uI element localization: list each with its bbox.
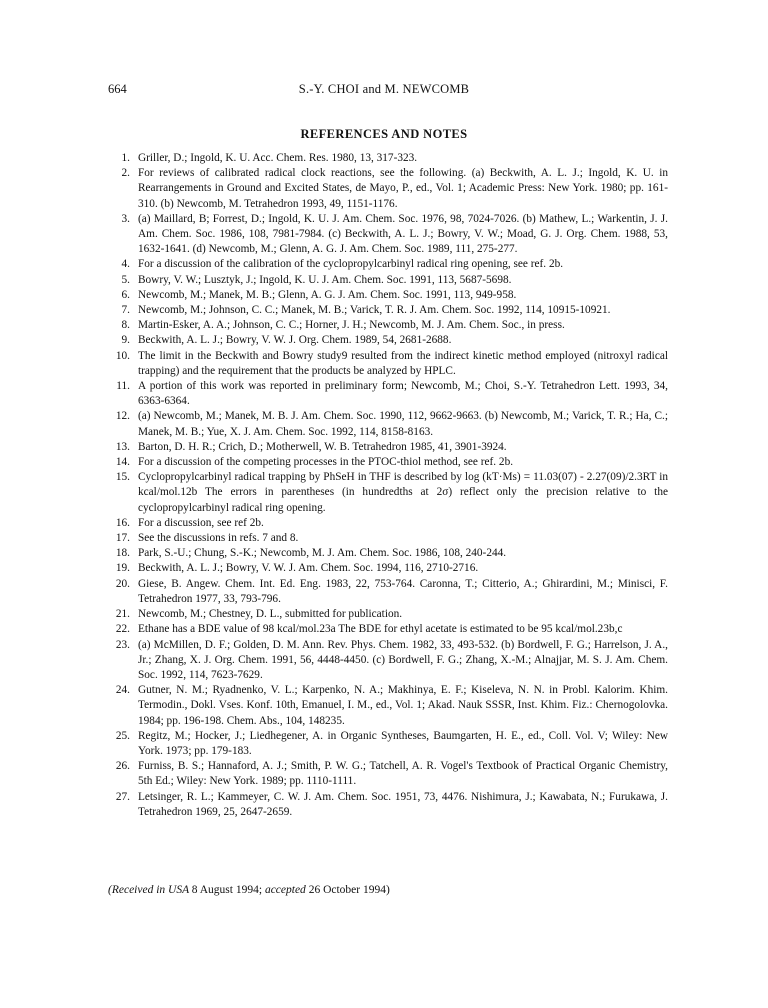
reference-number: 26. bbox=[115, 760, 130, 773]
reference-list bbox=[108, 151, 668, 820]
reference-text: For a discussion of the competing processes in the PTOC-thiol method, see ref. 2b. bbox=[138, 456, 514, 469]
reference-text: Newcomb, M.; Manek, M. B.; Glenn, A. G. J. Am. Chem. Soc. 1991, 113, 949-958. bbox=[138, 288, 517, 301]
reference-text: Giese, B. Angew. Chem. Int. Ed. Eng. 1983, 22, 753-764. Caronna, T.; Citterio, A.; Ghirardini, M.; Minisci, F. Tetrahedron 1977, 33, 793-796. bbox=[138, 577, 668, 605]
reference-item bbox=[108, 683, 668, 729]
reference-number: 18. bbox=[115, 547, 130, 560]
reference-text: Martin-Esker, A. A.; Johnson, C. C.; Horner, J. H.; Newcomb, M. J. Am. Chem. Soc., in press. bbox=[138, 319, 565, 332]
received-label: (Received in USA bbox=[108, 884, 189, 896]
reference-number: 7. bbox=[121, 304, 130, 317]
reference-item bbox=[108, 440, 668, 455]
reference-item bbox=[108, 622, 668, 637]
reference-text: Letsinger, R. L.; Kammeyer, C. W. J. Am. Chem. Soc. 1951, 73, 4476. Nishimura, J.; Kawabata, N.; Furukawa, J. Tetrahedron 1969, 25, 2647-2659. bbox=[138, 790, 668, 818]
reference-number: 15. bbox=[115, 471, 130, 484]
reference-text: Cyclopropylcarbinyl radical trapping by PhSeH in THF is described by log (kT·Ms) = 11.03(07) - 2.27(09)/2.3RT in kcal/mol.12b The errors in parentheses (in hundredths at 2σ) reflect only the precision relative to the cyclopropylcarbinyl radical ring opening. bbox=[138, 471, 668, 514]
reference-item bbox=[108, 257, 668, 272]
reference-number: 3. bbox=[121, 212, 130, 225]
reference-text: For a discussion of the calibration of the cyclopropylcarbinyl radical ring opening, see ref. 2b. bbox=[138, 258, 564, 271]
reference-number: 14. bbox=[115, 456, 130, 469]
reference-item bbox=[108, 151, 668, 166]
section-heading: REFERENCES AND NOTES bbox=[300, 127, 468, 141]
reference-text: Barton, D. H. R.; Crich, D.; Motherwell, W. B. Tetrahedron 1985, 41, 3901-3924. bbox=[138, 440, 507, 453]
reference-text: Beckwith, A. L. J.; Bowry, V. W. J. Org. Chem. 1989, 54, 2681-2688. bbox=[138, 334, 452, 347]
reference-item bbox=[108, 379, 668, 409]
reference-item bbox=[108, 212, 668, 258]
reference-number: 11. bbox=[116, 380, 130, 393]
received-date: 8 August 1994; bbox=[191, 884, 263, 896]
reference-text: (a) Newcomb, M.; Manek, M. B. J. Am. Chem. Soc. 1990, 112, 9662-9663. (b) Newcomb, M.; Varick, T. R.; Ha, C.; Manek, M. B.; Yue, X. J. Am. Chem. Soc. 1992, 114, 8158-8163. bbox=[138, 410, 668, 438]
reference-number: 22. bbox=[115, 623, 130, 636]
reference-item bbox=[108, 546, 668, 561]
reference-text: For reviews of calibrated radical clock reactions, see the following. (a) Beckwith, A. L. J.; Ingold, K. U. in Rearrangements in Ground and Excited States, de Mayo, P., ed., Vol. 1; Academic Press: New York. 1980; pp. 161-310. (b) Newcomb, M. Tetrahedron 1993, 49, 1151-1176. bbox=[138, 167, 668, 210]
reference-number: 8. bbox=[121, 319, 130, 332]
reference-text: (a) Maillard, B; Forrest, D.; Ingold, K. U. J. Am. Chem. Soc. 1976, 98, 7024-7026. (b) Mathew, L.; Warkentin, J. J. Am. Chem. Soc. 1986, 108, 7981-7984. (c) Beckwith, A. L. J.; Bowry, V. W.; Moad, G. J. Org. Chem. 1988, 53, 1632-1641. (d) Newcomb, M.; Glenn, A. G. J. Am. Chem. Soc. 1989, 111, 275-277. bbox=[138, 212, 668, 256]
reference-item bbox=[108, 333, 668, 348]
reference-number: 2. bbox=[121, 167, 130, 180]
reference-number: 25. bbox=[115, 729, 130, 742]
reference-text: Park, S.-U.; Chung, S.-K.; Newcomb, M. J. Am. Chem. Soc. 1986, 108, 240-244. bbox=[138, 547, 507, 560]
reference-number: 1. bbox=[121, 152, 130, 164]
reference-item bbox=[108, 166, 668, 212]
reference-item bbox=[108, 349, 668, 379]
reference-item bbox=[108, 531, 668, 546]
reference-item bbox=[108, 409, 668, 439]
reference-number: 10. bbox=[115, 349, 130, 362]
reference-number: 21. bbox=[115, 608, 130, 621]
reference-item bbox=[108, 273, 668, 288]
reference-text: Furniss, B. S.; Hannaford, A. J.; Smith, P. W. G.; Tatchell, A. R. Vogel's Textbook of Practical Organic Chemistry, 5th Ed.; Wiley: New York. 1989; pp. 1110-1111. bbox=[138, 760, 668, 788]
reference-item bbox=[108, 638, 668, 684]
reference-item bbox=[108, 516, 668, 531]
reference-number: 16. bbox=[115, 516, 130, 529]
reference-number: 12. bbox=[115, 410, 130, 423]
reference-item bbox=[108, 470, 668, 516]
reference-text: Ethane has a BDE value of 98 kcal/mol.23a The BDE for ethyl acetate is estimated to be 95 kcal/mol.23b,c bbox=[138, 623, 623, 636]
reference-text: Beckwith, A. L. J.; Bowry, V. W. J. Am. Chem. Soc. 1994, 116, 2710-2716. bbox=[138, 562, 479, 575]
reference-text: For a discussion, see ref 2b. bbox=[138, 516, 264, 529]
accepted-label: accepted bbox=[264, 884, 306, 896]
reference-number: 20. bbox=[115, 577, 130, 590]
reference-number: 9. bbox=[121, 334, 130, 347]
reference-text: Newcomb, M.; Chestney, D. L., submitted for publication. bbox=[138, 608, 403, 621]
reference-text: Newcomb, M.; Johnson, C. C.; Manek, M. B.; Varick, T. R. J. Am. Chem. Soc. 1992, 114, 10915-10921. bbox=[138, 304, 611, 317]
running-head: S.-Y. CHOI and M. NEWCOMB bbox=[298, 82, 470, 96]
reference-text: See the discussions in refs. 7 and 8. bbox=[138, 532, 299, 545]
reference-number: 23. bbox=[115, 638, 130, 651]
reference-number: 5. bbox=[121, 273, 130, 286]
reference-item bbox=[108, 303, 668, 318]
reference-number: 4. bbox=[121, 258, 130, 271]
reference-item bbox=[108, 729, 668, 759]
reference-number: 27. bbox=[115, 790, 130, 803]
reference-text: Gutner, N. M.; Ryadnenko, V. L.; Karpenko, N. A.; Makhinya, E. F.; Kiseleva, N. N. in Probl. Kalorim. Khim. Termodin., Dokl. Vses. Konf. 10th, Emanuel, I. M., ed., Vol. 1; Akad. Nauk SSSR, Inst. Khim. Fiz.: Chernogolovka. 1984; pp. 196-198. Chem. Abs., 104, 148235. bbox=[138, 684, 668, 727]
reference-text: Bowry, V. W.; Lusztyk, J.; Ingold, K. U. J. Am. Chem. Soc. 1991, 113, 5687-5698. bbox=[138, 273, 512, 286]
reference-number: 6. bbox=[121, 288, 130, 301]
reference-text: Griller, D.; Ingold, K. U. Acc. Chem. Res. 1980, 13, 317-323. bbox=[138, 152, 418, 164]
reference-text: The limit in the Beckwith and Bowry study9 resulted from the indirect kinetic method employed (nitroxyl radical trapping) and the requirement that the products be analyzed by HPLC. bbox=[138, 349, 668, 377]
reference-item bbox=[108, 790, 668, 820]
reference-number: 19. bbox=[115, 562, 130, 575]
reference-number: 24. bbox=[115, 684, 130, 697]
reference-text: (a) McMillen, D. F.; Golden, D. M. Ann. Rev. Phys. Chem. 1982, 33, 493-532. (b) Bordwell, F. G.; Harrelson, J. A., Jr.; Zhang, X. J. Org. Chem. 1991, 56, 4448-4450. (c) Bordwell, F. G.; Zhang, X.-M.; Alnajjar, M. S. J. Am. Chem. Soc. 1992, 114, 7623-7629. bbox=[138, 638, 668, 681]
reference-text: Regitz, M.; Hocker, J.; Liedhegener, A. in Organic Syntheses, Baumgarten, H. E., ed., Coll. Vol. V; Wiley: New York. 1973; pp. 179-183. bbox=[138, 729, 668, 757]
reference-number: 17. bbox=[115, 532, 130, 545]
reference-item bbox=[108, 759, 668, 789]
page-number: 664 bbox=[108, 82, 127, 96]
reference-item bbox=[108, 455, 668, 470]
reference-item bbox=[108, 577, 668, 607]
reference-item bbox=[108, 318, 668, 333]
accepted-date: 26 October 1994) bbox=[308, 884, 390, 896]
reference-item bbox=[108, 288, 668, 303]
reference-item bbox=[108, 561, 668, 576]
reference-item bbox=[108, 607, 668, 622]
reference-text: A portion of this work was reported in preliminary form; Newcomb, M.; Choi, S.-Y. Tetrahedron Lett. 1993, 34, 6363-6364. bbox=[138, 380, 668, 408]
received-note bbox=[108, 884, 390, 896]
reference-number: 13. bbox=[115, 440, 130, 453]
